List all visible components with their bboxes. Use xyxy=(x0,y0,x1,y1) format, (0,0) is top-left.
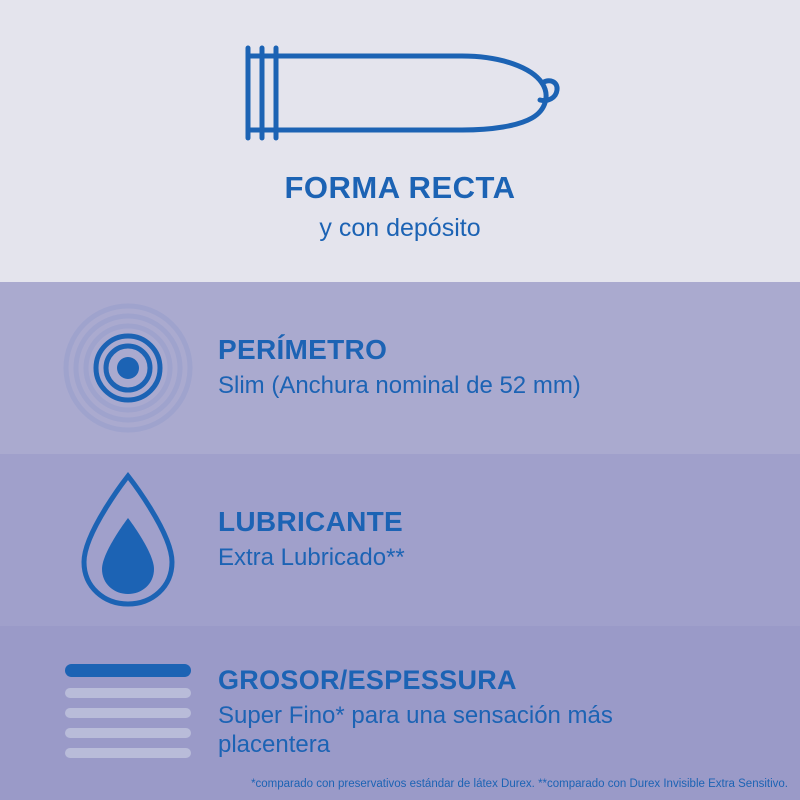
footnote-text: *comparado con preservativos estándar de látex Durex. **comparado con Durex Invisible Extra Sensitivo. xyxy=(251,778,788,790)
feature-text-grosor xyxy=(214,666,688,759)
feature-description: Extra Lubricado** xyxy=(218,544,405,572)
feature-text-perimetro xyxy=(214,335,581,400)
feature-row-lubricante xyxy=(0,454,800,626)
stacked-lines-icon xyxy=(42,658,214,768)
concentric-circles-icon xyxy=(42,303,214,433)
condom-outline-icon xyxy=(240,38,560,148)
feature-description: Slim (Anchura nominal de 52 mm) xyxy=(218,372,581,400)
shape-title: FORMA RECTA xyxy=(284,170,516,205)
feature-row-grosor xyxy=(0,626,800,800)
feature-row-perimetro xyxy=(0,282,800,454)
feature-title: LUBRICANTE xyxy=(218,506,403,538)
feature-description: Super Fino* para una sensación más placentera xyxy=(218,702,613,759)
feature-text-lubricante xyxy=(214,507,405,572)
feature-title: PERÍMETRO xyxy=(218,334,388,366)
feature-title: GROSOR/ESPESSURA xyxy=(218,665,517,696)
shape-section xyxy=(0,0,800,282)
water-drop-icon xyxy=(42,470,214,610)
shape-subtitle: y con depósito xyxy=(319,214,481,242)
